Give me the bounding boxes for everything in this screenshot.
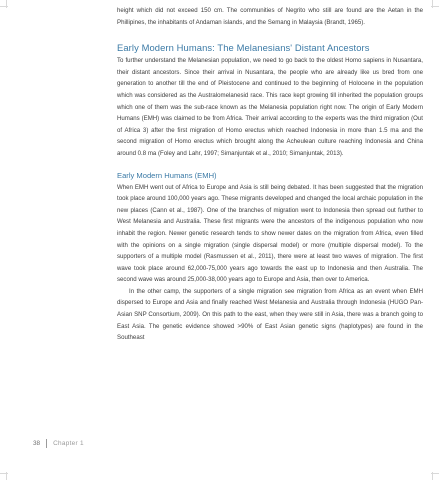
chapter-label: Chapter 1: [53, 439, 84, 447]
section2-paragraph-1: When EMH went out of Africa to Europe and Asia is still being debated. It has been suggested that the migration took place around 100,000 years ago. These migrants developed and changed the local archaic population in the new places (Cann et al., 1987). One of the branches of migration went to Indonesia then spread out further to West Melanesia and Australia. These first migrants were the ancestors of the indigenous population who now inhabit the region. Newer genetic research tends to show newer dates on the migration from Africa, even filled with the opinions on a single migration (single dispersal model) or more (multiple dispersal model). To the supporters of a multiple model (Rasmussen et al., 2011), there were at least two waves of migration. The first wave took place around 62,000-75,000 years ago towards the east up to Indonesia and then Australia. The second wave was around 25,000-38,000 years ago to Europe and Asia, then over to America.: [117, 183, 423, 284]
crop-mark: [431, 6, 439, 7]
page-footer: [33, 438, 84, 448]
footer-divider: [46, 439, 47, 448]
crop-mark: [0, 6, 8, 7]
crop-mark: [0, 473, 8, 474]
intro-paragraph: height which did not exceed 150 cm. The communities of Negrito who still are found are the Aetan in the Phillipines, the inhabitants of Andaman islands, and the Semang in Malaysia (Brandt, 1965).: [117, 7, 423, 26]
section-heading: Early Modern Humans: The Melanesians' Distant Ancestors: [117, 42, 370, 54]
section2-paragraph-2: In the other camp, the supporters of a single migration see migration from Africa as an event when EMH dispersed to Europe and Asia and finally reached West Melanesia and Australia through Indonesia (HUGO Pan-Asian SNP Consortium, 2009). On this path to the east, when they were still in Asia, there was a branch going to East Asia. The genetic evidence showed >90% of East Asian genetic signs (haplotypes) are found in the Southeast: [117, 287, 423, 342]
text-column: [117, 5, 423, 344]
section1-paragraph: To further understand the Melanesian population, we need to go back to the oldest Homo sapiens in Nusantara, their distant ancestors. Since their arrival in Nusantara, the people who are already like us bred from one generation to another till the end of Pleistocene and continued to the beginning of Holocene in the population which was considered as the Australomelanesid race. This race kept growing till inherited the population groups which one of them was the sub-race known as the Melanesia population right now. The origin of Early Modern Humans (EMH) was claimed to be from Africa. Their arrival according to the experts was the third migration (Out of Africa 3) after the first migration of Homo erectus which reached Indonesia in more than 1.5 ma and the second migration of Homo erectus which brought along the Acheulean culture reaching Indonesia and China around 0.8 ma (Foley and Lahr, 1997; Simanjuntak et al., 2010; Simanjuntak, 2013).: [117, 57, 423, 157]
page-number: 38: [33, 439, 41, 447]
crop-mark: [431, 473, 439, 474]
subsection-heading: Early Modern Humans (EMH): [117, 170, 217, 180]
